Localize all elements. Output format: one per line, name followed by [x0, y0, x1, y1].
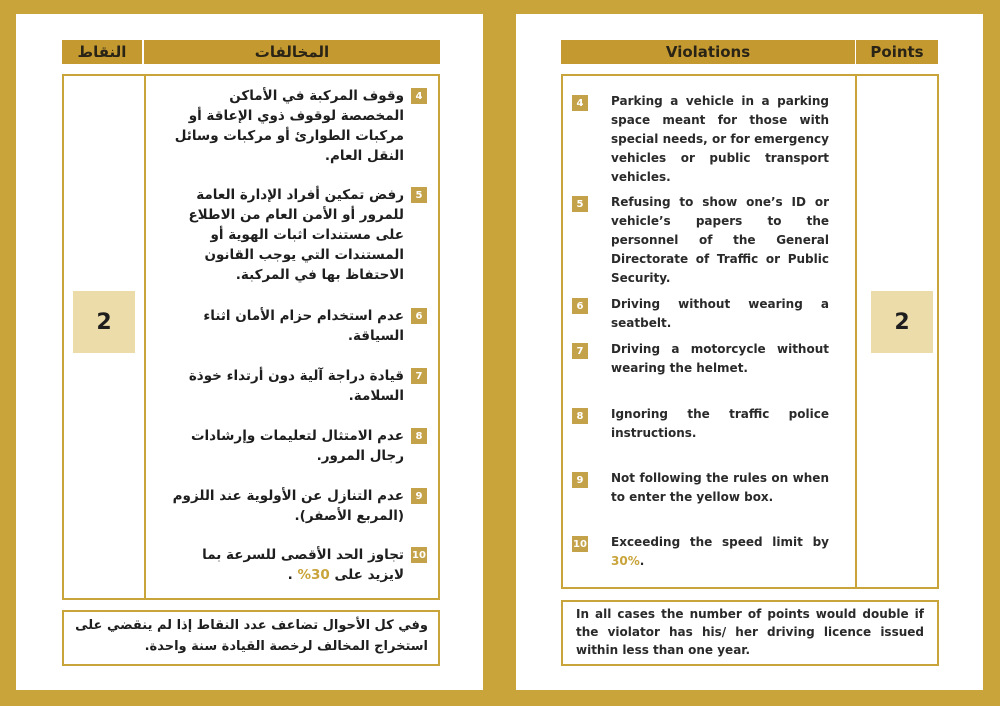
- violation-text: وقوف المركبة في الأماكن المخصصة لوقوف ذوي الإعاقة أو مركبات الطوارئ أو مركبات وسائل النقل العام.: [174, 88, 404, 164]
- item-number: 6: [411, 308, 427, 324]
- violation-text: تجاوز الحد الأقصى للسرعة بما لايزيد على: [202, 547, 404, 583]
- violation-text: Refusing to show one’s ID or vehicle’s papers to the personnel of the General Directorate of Traffic or Public Security.: [611, 195, 829, 285]
- header-points-en: Points: [856, 40, 938, 64]
- item-number: 8: [572, 408, 588, 424]
- english-page: [516, 14, 983, 690]
- violation-text: Parking a vehicle in a parking space meant for those with special needs, or for emergency vehicles or public transport vehicles.: [611, 94, 829, 184]
- violation-text: Driving without wearing a seatbelt.: [611, 297, 829, 330]
- item-number: 7: [572, 343, 588, 359]
- points-value-en: 2: [871, 291, 933, 353]
- item-number: 9: [572, 472, 588, 488]
- sentence-end: .: [287, 567, 293, 583]
- violation-text: Exceeding the speed limit by: [611, 535, 829, 549]
- item-number: 10: [572, 536, 588, 552]
- violation-text: Not following the rules on when to enter the yellow box.: [611, 471, 829, 504]
- item-number: 6: [572, 298, 588, 314]
- points-value-ar: 2: [73, 291, 135, 353]
- item-number: 4: [572, 95, 588, 111]
- item-number: 9: [411, 488, 427, 504]
- header-violations-ar: المخالفات: [144, 40, 440, 64]
- violation-text: عدم استخدام حزام الأمان اثناء السياقة.: [203, 308, 404, 344]
- speed-percent-highlight: 30%: [297, 567, 330, 583]
- violation-text: رفض تمكين أفراد الإدارة العامة للمرور أو الأمن العام من الاطلاع على مستندات اثبات الهوية أو المستندات التي يوجب القانون الاحتفاظ بها في المركبة.: [188, 187, 404, 283]
- violation-text: Driving a motorcycle without wearing the helmet.: [611, 342, 829, 375]
- header-violations-en: Violations: [561, 40, 855, 64]
- footer-note-en: In all cases the number of points would double if the violator has his/ her driving licence issued within less than one year.: [576, 607, 924, 657]
- violation-text-speed: [164, 545, 404, 585]
- item-number: 4: [411, 88, 427, 104]
- violation-text: Ignoring the traffic police instructions.: [611, 407, 829, 440]
- violation-text: عدم الامتثال لتعليمات وإرشادات رجال المرور.: [190, 428, 404, 464]
- item-number: 5: [572, 196, 588, 212]
- speed-percent-highlight: 30%: [611, 554, 640, 568]
- item-number: 8: [411, 428, 427, 444]
- item-number: 5: [411, 187, 427, 203]
- item-number: 10: [411, 547, 427, 563]
- header-points-ar: النقاط: [62, 40, 142, 64]
- violation-text-speed: [611, 533, 829, 571]
- footer-note-ar: وفي كل الأحوال تضاعف عدد النقاط إذا لم ينقضي على استخراج المخالف لرخصة القيادة سنة واحدة.: [75, 618, 428, 654]
- item-number: 7: [411, 368, 427, 384]
- arabic-page: [16, 14, 483, 690]
- violation-text: عدم التنازل عن الأولوية عند اللزوم (المربع الأصفر).: [172, 488, 404, 524]
- violation-text: قيادة دراجة آلية دون أرتداء خوذة السلامة.: [188, 368, 404, 404]
- sentence-end: .: [639, 554, 645, 568]
